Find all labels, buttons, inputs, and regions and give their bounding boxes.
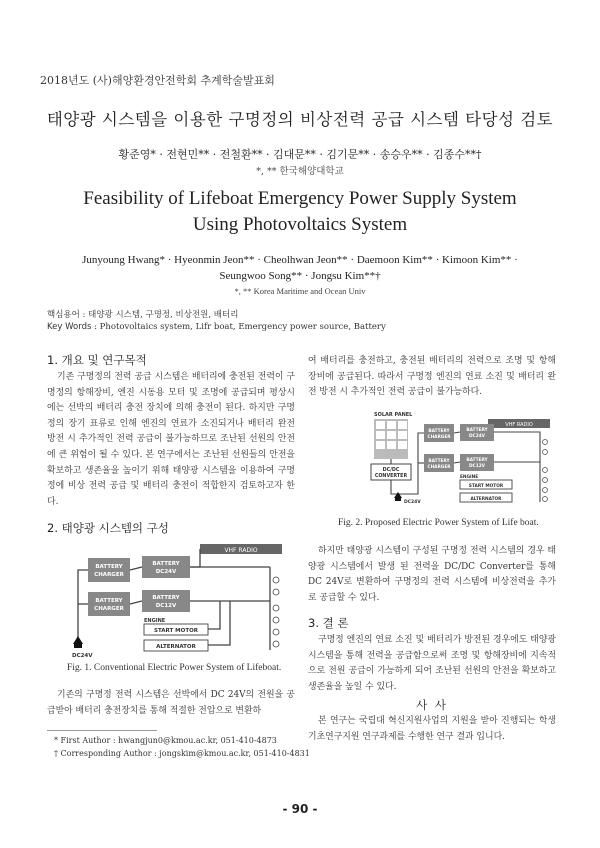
affiliation-english: *, ** Korea Maritime and Ocean Univ [234,286,366,296]
authors-korean: 황준영* · 전현민** · 전철환** · 김대문** · 김기문** · 송승우** · 김종수**† [118,148,482,161]
vhf-radio-label: VHF RADIO [224,547,258,554]
section-2-body-left: 기존의 구명정 전력 시스템은 선박에서 DC 24V의 전원을 공급받아 배터리 충전장치를 통해 적절한 전압으로 변환하 [47,690,295,716]
title-english-line1: Feasibility of Lifeboat Emergency Power Supply System [83,188,517,209]
fig2-charger-2-label-b: CHARGER [427,465,451,470]
battery-charger-2-label-b: CHARGER [94,606,124,612]
fig2-charger-1-label-b: CHARGER [427,435,451,440]
battery-charger-1-label-a: BATTERY [95,564,123,570]
keywords-korean [47,308,238,320]
battery-dc12-label-b: DC12V [155,603,177,609]
battery-charger-1-block [88,558,130,582]
vhf-radio-label-2: VHF RADIO [505,422,533,428]
title-korean: 태양광 시스템을 이용한 구명정의 비상전력 공급 시스템 타당성 검토 [46,110,554,129]
fig2-charger-1-label-a: BATTERY [428,429,450,434]
affiliation-korean: *, ** 한국해양대학교 [256,166,344,177]
section-2-heading: 2. 태양광 시스템의 구성 [47,521,169,535]
authors-english-line1: Junyoung Hwang* · Hyeonmin Jeon** · Cheolhwan Jeon** · Daemoon Kim** · Kimoon Kim** · [82,254,518,266]
title-english [0,186,600,238]
figure-2-caption: Fig. 2. Proposed Electric Power System of Life boat. [338,518,539,528]
dcdc-label-b: CONVERTER [374,474,408,479]
footnote-first-author: * First Author : hwangjun0@kmou.ac.kr, 051-410-4873 [54,736,277,745]
start-motor-label: START MOTOR [153,628,199,634]
keywords-korean-text: : 태양광 시스템, 구명정, 비상전원, 배터리 [79,310,239,320]
battery-dc24-label-a: BATTERY [152,561,180,567]
lamp-icons [273,577,279,647]
keywords-korean-label: 핵심용어 [47,310,80,320]
battery-charger-2-block [88,592,130,616]
solar-panel-label: SOLAR PANEL [374,412,413,418]
fig2-alternator-label: ALTERNATOR [470,497,502,502]
fig2-dc24-label-b: DC24V [468,434,486,439]
footnote-rule [47,730,157,731]
fig2-charger-2-label-a: BATTERY [428,459,450,464]
figure-1-caption: Fig. 1. Conventional Electric Power System of Lifeboat. [67,663,282,673]
section-3-heading: 3. 결 론 [308,616,349,630]
right-column-top-body: 여 배터리를 충전하고, 충전된 배터리의 전력으로 조명 및 항해장비에 공급된다. 따라서 구명정 엔진의 연료 소진 및 배터리 완전 방전 시 추가적인 전력 공급이 불가능하다. [308,356,556,398]
fig2-dc12-label-b: DC12V [468,464,486,469]
keywords-english [47,322,386,332]
fig2-engine-label: ENGINE [460,475,479,480]
fig2-dc24v-label: DC24V [404,500,421,505]
solar-panel-icon [374,419,408,459]
section-2-body-right: 하지만 태양광 시스템이 구성된 구명정 전력 시스템의 경우 태양광 시스템에서 발생 된 전력을 DC/DC Converter를 통해 DC 24V로 변환하여 구명정의 전력 시스템에 비상전력을 추가로 공급할 수 있다. [308,546,556,603]
engine-label: ENGINE [144,618,166,624]
power-plug-base-icon [74,644,82,648]
alternator-label: ALTERNATOR [156,644,196,650]
acknowledgment-heading: 사 사 [416,698,448,712]
fig2-power-plug-base-icon [395,498,401,501]
keywords-english-text: : Photovoltaics system, Lifr boat, Emergency power source, Battery [91,322,386,332]
battery-charger-2-label-a: BATTERY [95,598,123,604]
conference-name: 2018년도 (사)해양환경안전학회 추계학술발표회 [40,74,275,87]
fig2-start-motor-label: START MOTOR [468,484,504,489]
figure-2-diagram [338,410,553,510]
section-3-body: 구명정 엔진의 연료 소진 및 배터리가 방전된 경우에도 태양광 시스템을 통해 전력을 공급함으로써 조명 및 항해장비에 지속적으로 전원 공급이 가능하게 되어 조난된 선원의 안전을 확보하고 생존율을 높일 수 있다. [308,635,556,692]
battery-charger-1-label-b: CHARGER [94,572,124,578]
acknowledgment-body: 본 연구는 국립대 혁신지원사업의 지원을 받아 진행되는 학생기초연구지원 연구과제를 수행한 연구 결과 입니다. [308,716,556,742]
battery-dc24-label-b: DC24V [155,569,177,575]
figure-1-diagram [70,540,285,658]
fig2-lamp-icons [543,440,548,502]
page-number: - 90 - [282,802,318,816]
power-plug-icon [73,636,83,644]
dc24v-label: DC24V [72,653,93,658]
vhf-radio-block [200,544,282,554]
fig2-dc24-label-a: BATTERY [466,428,488,433]
battery-dc12-label-a: BATTERY [152,595,180,601]
authors-english [0,252,600,284]
footnote-corresponding-author: † Corresponding Author : jongskim@kmou.ac.kr, 051-410-4831 [54,749,310,758]
authors-english-line2: Seungwoo Song** · Jongsu Kim**† [219,270,381,282]
section-1-body: 기존 구명정의 전력 공급 시스템은 배터리에 충전된 전력이 구명정의 항해장비, 엔진 시동용 모터 및 조명에 공급되며 평상시에는 선박의 배터리 충전 장치에 의해 충전이 된다. 하지만 구명정의 장기 표류로 인해 엔진의 연료가 소진되거나 배터리 완전 방전 시 추가적인 전력 공급이 불가능하므로 조난된 선원의 안전에 큰 위험이 될 수 있다. 본 연구에서는 조난된 선원들의 안전을 확보하고 생존율을 높이기 위해 태양광 시스템을 이용하여 구명정에 비상 전력 공급 및 배터리 충전이 적합한지 검토하고자 한다. [47,372,295,507]
keywords-english-label: Key Words [47,322,92,332]
fig2-power-plug-icon [394,492,402,498]
dcdc-label-a: DC/DC [382,468,400,473]
fig2-dc12-label-a: BATTERY [466,458,488,463]
title-english-line2: Using Photovoltaics System [192,214,408,235]
section-1-heading: 1. 개요 및 연구목적 [47,353,147,367]
